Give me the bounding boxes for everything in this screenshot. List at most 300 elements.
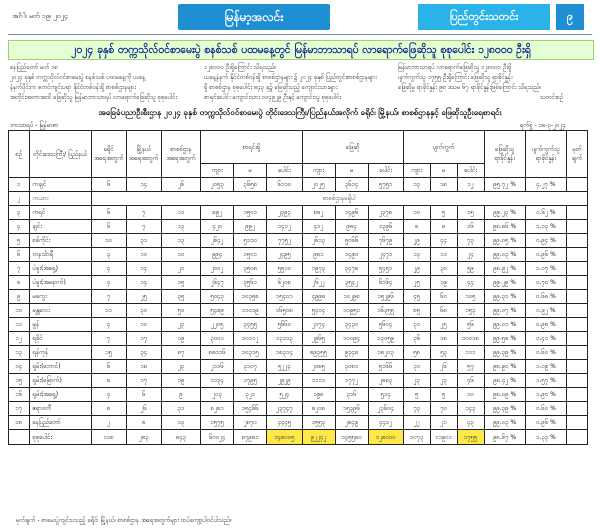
table-cell: ၁၀ bbox=[126, 248, 161, 262]
table-cell: ၄ bbox=[91, 318, 126, 332]
table-cell: ၂၆ bbox=[161, 178, 200, 192]
table-cell: ၁၇၇၂ bbox=[335, 374, 368, 388]
table-row bbox=[9, 192, 588, 206]
row-region-name: မန္တလေး bbox=[29, 304, 91, 318]
row-remark bbox=[567, 234, 588, 248]
row-number: ၁၀ bbox=[9, 304, 30, 318]
total-remark bbox=[567, 430, 588, 445]
total-row bbox=[9, 430, 588, 445]
table-row bbox=[9, 402, 588, 416]
table-cell: ၂၃ bbox=[161, 360, 200, 374]
table-cell: ၇၃ bbox=[403, 402, 430, 416]
table-cell: ၅၂၂၃ bbox=[267, 360, 302, 374]
table-cell: ၂၀၃ bbox=[201, 388, 234, 402]
table-cell: ၁၀ bbox=[161, 248, 200, 262]
table-cell: ၃၄ bbox=[126, 346, 161, 360]
table-cell: ၅၀၆၆ bbox=[335, 234, 368, 248]
article-line: ၁၂၈၀၀၀ ဦးရှိကြောင်း သိရသည်။ bbox=[204, 64, 277, 71]
table-cell: ၂၉ bbox=[403, 234, 430, 248]
table-cell: ၉၈.၄၂ % bbox=[484, 374, 525, 388]
table-cell: ၁၆၅၀၈ bbox=[267, 304, 302, 318]
total-cell: ၁၄၈၀၀၅ bbox=[267, 430, 302, 445]
row-number: ၁၂ bbox=[9, 332, 30, 346]
table-cell: ၃၆၁၄ bbox=[335, 178, 368, 192]
table-cell: ၉၉.၀၁ % bbox=[484, 318, 525, 332]
table-cell: ၁၁ bbox=[430, 248, 457, 262]
table-cell: ၈၉၂ bbox=[201, 206, 234, 220]
total-cell: ၁.၃၃ % bbox=[525, 430, 566, 445]
table-cell: ၇၀ bbox=[430, 402, 457, 416]
row-region-name: တနင်္သာရီ bbox=[29, 248, 91, 262]
table-cell: ၉၃၄၈ bbox=[335, 346, 368, 360]
table-cell: ၁၀၃၁၅ bbox=[234, 346, 267, 360]
table-cell: ၃၄၃၀ bbox=[335, 318, 368, 332]
table-cell: ၆၂၀၈ bbox=[267, 276, 302, 290]
table-cell: ၇၃ bbox=[457, 234, 484, 248]
table-cell: ၅၄၀၄ bbox=[302, 304, 335, 318]
table-cell: ၁၀ bbox=[457, 388, 484, 402]
row-number: ၁၇ bbox=[9, 402, 30, 416]
table-cell: ၅ bbox=[430, 388, 457, 402]
row-region-name: ပဲခူး(အနောက်) bbox=[29, 276, 91, 290]
table-cell: ၉၉.၃၁ % bbox=[484, 290, 525, 304]
table-cell: ၇ bbox=[126, 206, 161, 220]
table-cell: ၄၆ bbox=[457, 374, 484, 388]
header-remark: မှတ် ချက် bbox=[567, 131, 588, 178]
table-cell: ၁၉၇၃ bbox=[302, 262, 335, 276]
row-remark bbox=[567, 220, 588, 234]
table-body bbox=[9, 178, 588, 445]
table-cell: ၉၉၂ bbox=[234, 220, 267, 234]
table-cell: ၁၀၉၅၁ bbox=[335, 304, 368, 318]
table-cell: ၁၅ bbox=[91, 346, 126, 360]
table-cell: ၉ bbox=[161, 388, 200, 402]
table-cell: ၁၅၃၉၆ bbox=[335, 402, 368, 416]
table-cell: ၁၄ bbox=[126, 262, 161, 276]
table-cell: ၂၁ bbox=[430, 416, 457, 430]
table-cell: ၀.၆၈ % bbox=[525, 290, 566, 304]
table-cell: ၁.၉၀ % bbox=[525, 388, 566, 402]
newspaper-brand: မြန်မာ့အလင်း bbox=[178, 4, 330, 30]
table-cell: ၀.၉၂ % bbox=[525, 304, 566, 318]
table-cell: ၅၄၈၉ bbox=[201, 304, 234, 318]
table-cell: ၁၈၃၁၄ bbox=[267, 346, 302, 360]
table-cell: ၄၂၀ bbox=[201, 220, 234, 234]
table-cell: ၉၉.၀၃ % bbox=[484, 248, 525, 262]
header-region: တိုင်းဒေသကြီး/ ပြည်နယ် bbox=[29, 131, 91, 178]
table-cell: ၉၈၁ bbox=[302, 248, 335, 262]
table-cell: ၉၈.၉၂ % bbox=[484, 262, 525, 276]
table-row bbox=[9, 178, 588, 192]
table-cell: ၇ bbox=[126, 220, 161, 234]
table-cell: ၆ bbox=[91, 360, 126, 374]
article-line: နေပြည်တော် မတ် ၁၈ bbox=[10, 64, 59, 71]
table-cell: ၈ bbox=[91, 402, 126, 416]
table-row bbox=[9, 276, 588, 290]
table-cell: ၃၅၄၂ bbox=[335, 276, 368, 290]
table-cell: ၉၉.၀၇ % bbox=[484, 304, 525, 318]
table-cell: ၃၁၆ bbox=[335, 388, 368, 402]
total-label: စုစုပေါင်း bbox=[29, 430, 91, 445]
table-cell: ၁၅၅၃ bbox=[302, 416, 335, 430]
table-cell: ၅၆၀၄ bbox=[368, 318, 403, 332]
table-row bbox=[9, 416, 588, 430]
table-cell: ၂၆၄၂ bbox=[201, 234, 234, 248]
table-cell: ၁.၀၇ % bbox=[525, 262, 566, 276]
table-cell: ၃၅ bbox=[161, 290, 200, 304]
total-cell: ၁၀၇၃ bbox=[403, 430, 430, 445]
table-row bbox=[9, 360, 588, 374]
table-cell: ၈ bbox=[126, 416, 161, 430]
table-row bbox=[9, 318, 588, 332]
table-cell: ၁၀၀၁၈ bbox=[457, 332, 484, 346]
table-cell: ၃၀၀၁ bbox=[201, 332, 234, 346]
total-cell: ၉၈.၆၇ % bbox=[484, 430, 525, 445]
table-cell: ၅၃ bbox=[430, 346, 457, 360]
table-cell: ၁၃ bbox=[161, 416, 200, 430]
table-cell: ၂၄၉၅ bbox=[267, 248, 302, 262]
table-cell: ၅၀၄၃ bbox=[201, 290, 234, 304]
table-cell: ၁.၅၇ % bbox=[525, 374, 566, 388]
row-number: ၁၅ bbox=[9, 374, 30, 388]
table-cell: ၄၁၂ bbox=[302, 220, 335, 234]
table-cell: ၁၉ bbox=[161, 374, 200, 388]
table-cell: ၈ bbox=[430, 220, 457, 234]
table-cell: ၁၀၀၉၄ bbox=[335, 332, 368, 346]
table-cell: ၅၇၅၁ bbox=[368, 178, 403, 192]
total-cell: ၈၇၉၈၁ bbox=[234, 430, 267, 445]
table-row bbox=[9, 220, 588, 234]
table-cell: ၂၉ bbox=[403, 262, 430, 276]
table-cell: ၀.၉၈ % bbox=[525, 318, 566, 332]
table-cell: ၆ bbox=[126, 388, 161, 402]
row-remark bbox=[567, 416, 588, 430]
table-row bbox=[9, 206, 588, 220]
table-cell: ၂၃ bbox=[403, 374, 430, 388]
table-cell: ၄၉၉၈ bbox=[302, 290, 335, 304]
row-remark bbox=[567, 318, 588, 332]
table-cell: ၁၄၉၆ bbox=[335, 206, 368, 220]
table-cell: ၂၅ bbox=[403, 276, 430, 290]
total-cell: ၁၂၈၀၀၀ bbox=[368, 430, 403, 445]
table-cell: ၁၅၄၀၁ bbox=[267, 290, 302, 304]
table-cell: ၁၈၂၀၃ bbox=[368, 346, 403, 360]
table-cell: ၁၅၃ bbox=[457, 304, 484, 318]
total-cell: ၁၁၉၀၁ bbox=[430, 430, 457, 445]
table-cell: ၃၀ bbox=[126, 304, 161, 318]
header-centers: စာစစ်ဌာန အရေအတွက် bbox=[161, 131, 200, 178]
table-cell: ၉၉.၀၃ % bbox=[484, 416, 525, 430]
table-cell: ၂၁ bbox=[161, 262, 200, 276]
table-cell: ၁၅၀၁ bbox=[234, 248, 267, 262]
table-cell: ၁၁၁၁ bbox=[302, 374, 335, 388]
row-remark bbox=[567, 374, 588, 388]
table-cell: ၁၉ bbox=[430, 276, 457, 290]
table-cell: ၁၅ bbox=[457, 206, 484, 220]
table-cell: ၂၀၂၅ bbox=[302, 178, 335, 192]
table-cell: ၅၀ bbox=[161, 304, 200, 318]
header-no: စဉ် bbox=[9, 131, 30, 178]
table-cell: ၃၆ bbox=[403, 332, 430, 346]
table-cell: ၁၉ bbox=[161, 332, 200, 346]
table-cell: ၂၃ bbox=[161, 318, 200, 332]
table-cell: ၀.၉၄ % bbox=[525, 234, 566, 248]
table-cell: ၄ bbox=[91, 388, 126, 402]
results-table bbox=[8, 130, 588, 445]
header-absent-pct: ပျက်ကွက်သူ ရာခိုင်နှုန်း bbox=[525, 131, 566, 178]
table-cell: ၅၄၅၁ bbox=[368, 262, 403, 276]
table-row bbox=[9, 374, 588, 388]
header-boys: ကျား bbox=[201, 164, 234, 178]
table-cell: ၂၄၇၁ bbox=[368, 248, 403, 262]
table-cell: ၈၇ bbox=[161, 346, 200, 360]
table-cell: ၁၄ bbox=[126, 276, 161, 290]
table-cell: ၂၄ bbox=[457, 248, 484, 262]
table-cell: ၁၀ bbox=[91, 234, 126, 248]
table-cell: ၈၉၃၅၅ bbox=[302, 346, 335, 360]
table-cell: ၀.၆၀ % bbox=[525, 402, 566, 416]
table-row bbox=[9, 290, 588, 304]
row-region-name: စစ်ကိုင်း bbox=[29, 234, 91, 248]
table-cell: ၉၈.၈၆ % bbox=[484, 220, 525, 234]
table-cell: ၂၆၂၂ bbox=[302, 276, 335, 290]
table-cell: ၂၃၆၀၄ bbox=[368, 402, 403, 416]
header-total: ပေါင်း bbox=[457, 164, 484, 178]
row-number: ၉ bbox=[9, 290, 30, 304]
subject-label: ဘာသာရပ် - မြန်မာစာ bbox=[10, 122, 59, 129]
row-remark bbox=[567, 360, 588, 374]
row-number: ၁၆ bbox=[9, 388, 30, 402]
table-cell: ၂၃၉၃ bbox=[267, 206, 302, 220]
table-cell: ၁၆၃၅၅ bbox=[368, 304, 403, 318]
table-cell: ၂၉၆၅ bbox=[302, 332, 335, 346]
row-number: ၁၄ bbox=[9, 360, 30, 374]
table-cell: ၄၄၀၂ bbox=[368, 416, 403, 430]
header-boys: ကျား bbox=[302, 164, 335, 178]
table-cell: ၉၈.၀၉ % bbox=[484, 388, 525, 402]
table-cell: ၈ bbox=[91, 374, 126, 388]
row-number: ၂ bbox=[9, 192, 30, 206]
table-cell: ၅ bbox=[430, 206, 457, 220]
table-cell: ၅၁၆၆ bbox=[368, 360, 403, 374]
header-total: ပေါင်း bbox=[368, 164, 403, 178]
table-cell: ၁၃၁၁၃ bbox=[267, 332, 302, 346]
table-cell: ၁၃ bbox=[161, 234, 200, 248]
table-cell: ၇၆၇၉ bbox=[368, 234, 403, 248]
table-cell: ၂၃၇၈ bbox=[368, 206, 403, 220]
row-remark bbox=[567, 402, 588, 416]
table-cell: ၀.၇၀ % bbox=[525, 276, 566, 290]
byline: သတင်းစဉ် bbox=[540, 94, 564, 101]
row-number: ၁၁ bbox=[9, 318, 30, 332]
table-row bbox=[9, 346, 588, 360]
issue-date: အင်္ဂါ၊ မတ် ၁၉၊ ၂၀၂၄ bbox=[12, 12, 68, 20]
table-cell: ၅၁၁၀ bbox=[234, 234, 267, 248]
row-number: ၁၃ bbox=[9, 346, 30, 360]
row-region-name: မွန် bbox=[29, 318, 91, 332]
table-cell: ၄ bbox=[91, 276, 126, 290]
header-boys: ကျား bbox=[403, 164, 430, 178]
article-line: ပျက်ကွက်သူ ၁၇၅၅ ဦးရှိကြောင်း ဖြေဆိုသူ ရာခိုင်နှုန်း bbox=[398, 74, 513, 81]
article-line: ၂၀၂၄ ခုနှစ် တက္ကသိုလ်ဝင်စာမေးပွဲ စနစ်သစ် ပထမနေ့ကို ယနေ့ bbox=[10, 74, 146, 81]
row-region-name: ရခိုင် bbox=[29, 332, 91, 346]
table-cell: ၉၉.၂၉ % bbox=[484, 276, 525, 290]
table-cell: ၃၂၁ bbox=[234, 388, 267, 402]
table-cell: ၁၅ bbox=[161, 276, 200, 290]
table-cell: ၅၁၄ bbox=[368, 388, 403, 402]
table-cell: ၂၈၇၀ bbox=[234, 416, 267, 430]
row-remark bbox=[567, 178, 588, 192]
table-cell: ၂၃ bbox=[430, 374, 457, 388]
masthead bbox=[0, 0, 600, 38]
table-cell: ၉၉.၃၉ % bbox=[484, 402, 525, 416]
table-cell: ၅၅၁၀ bbox=[267, 262, 302, 276]
table-cell: ၅၈ bbox=[403, 346, 430, 360]
table-cell: ၁၁ bbox=[91, 304, 126, 318]
table-cell: ၁၇ bbox=[126, 374, 161, 388]
table-cell: ၁.၀၉ % bbox=[525, 360, 566, 374]
table-row bbox=[9, 248, 588, 262]
table-cell: ၀.၄၁ % bbox=[525, 332, 566, 346]
header-district: ခရိုင် အရေအတွက် bbox=[91, 131, 126, 178]
row-region-name: ရှမ်း(တောင်) bbox=[29, 360, 91, 374]
row-note: စာစစ်ဌာနမရှိပါ bbox=[91, 192, 587, 206]
table-row bbox=[9, 304, 588, 318]
row-number: ၃ bbox=[9, 206, 30, 220]
table-cell: ၃၁ bbox=[403, 360, 430, 374]
article-line: ရှိ စာစစ်ဌာန စုစုပေါင်း ၈၄၃ ခု၌ ဖြေဆိုသည့် ကျောင်းသားများ bbox=[204, 84, 338, 91]
row-number: ၅ bbox=[9, 234, 30, 248]
total-cell: ၁၇၅၅ bbox=[457, 430, 484, 445]
table-cell: ၈၂၈၁ bbox=[201, 402, 234, 416]
table-cell: ၆၀ bbox=[430, 290, 457, 304]
table-cell: ၂၈၈၃ bbox=[368, 374, 403, 388]
table-cell: ၅၆ bbox=[457, 318, 484, 332]
row-number: ၈ bbox=[9, 276, 30, 290]
table-cell: ၅၇ bbox=[457, 360, 484, 374]
row-number: ၄ bbox=[9, 220, 30, 234]
table-cell: ၃၅၀၈ bbox=[234, 262, 267, 276]
table-cell: ၅၂၄ bbox=[267, 388, 302, 402]
table-cell: ၂၁၁၆ bbox=[201, 360, 234, 374]
table-cell: ၁၇၉၅ bbox=[234, 374, 267, 388]
table-cell: ၂၀၀၂ bbox=[201, 262, 234, 276]
table-cell: ၂၅ bbox=[430, 318, 457, 332]
header-girls: မ bbox=[234, 164, 267, 178]
table-cell: ၇ bbox=[91, 290, 126, 304]
row-remark bbox=[567, 290, 588, 304]
table-cell: ၁၅၄၆၆ bbox=[234, 402, 267, 416]
table-cell: ၀.၆၂ % bbox=[525, 206, 566, 220]
row-region-name: ကချင် bbox=[29, 178, 91, 192]
total-cell: ၈၄၃ bbox=[161, 430, 200, 445]
header-total: ပေါင်း bbox=[267, 164, 302, 178]
table-cell: ၄၄ bbox=[430, 234, 457, 248]
table-cell: ၉၉၄ bbox=[201, 248, 234, 262]
table-cell: ၂၆ bbox=[126, 402, 161, 416]
article-line: စာရင်းပေါင်း ကျောင်းသား ၁၀၄၉၂၉ ဦးနှင့် ကျောင်းသူ စုစုပေါင်း bbox=[204, 94, 342, 101]
table-cell: ၁၃ bbox=[161, 220, 200, 234]
table-cell: ၁၁၁ bbox=[457, 346, 484, 360]
header-absent: ပျက်ကွက် bbox=[403, 131, 484, 164]
table-cell: ၁၀၁၁၂ bbox=[234, 332, 267, 346]
table-cell: ၁၈ bbox=[430, 332, 457, 346]
row-remark bbox=[567, 206, 588, 220]
row-region-name: ဧရာဝတီ bbox=[29, 402, 91, 416]
table-cell: ၁၅၇၅ bbox=[201, 416, 234, 430]
table-cell: ၆ bbox=[91, 206, 126, 220]
total-no bbox=[9, 430, 30, 445]
table-cell: ၅၉ bbox=[457, 262, 484, 276]
article-line: ယနေ့နံနက် နိုင်ငံတစ်ဝန်းရှိ စာစစ်ဌာနများ ၌ ၂၀၂၄ ခုနှစ် ပြည်တွင်းစာစစ်ဌာနများ bbox=[204, 74, 377, 81]
table-cell: ၈၈၂ bbox=[302, 206, 335, 220]
table-cell: ၄၃ bbox=[457, 416, 484, 430]
table-cell: ၄၄ bbox=[457, 276, 484, 290]
table-cell: ၁၄၉၀ bbox=[335, 248, 368, 262]
table-cell: ၆ bbox=[91, 220, 126, 234]
table-cell: ၃၅၆၁ bbox=[234, 276, 267, 290]
masthead-divider bbox=[8, 34, 592, 35]
table-cell: ၉၉.၂၃ % bbox=[484, 206, 525, 220]
table-cell: ၃၁ bbox=[161, 402, 200, 416]
table-cell: ၇၇၅၂ bbox=[267, 234, 302, 248]
table-cell: ၁၃ bbox=[403, 178, 430, 192]
table-cell: ၉၉.၀၅ % bbox=[484, 234, 525, 248]
table-cell: ၁၀၂၉၈ bbox=[335, 290, 368, 304]
header-girls: မ bbox=[335, 164, 368, 178]
row-remark bbox=[567, 346, 588, 360]
table-cell: ၁၁၃၄ bbox=[201, 374, 234, 388]
table-cell: ၂၁၇၄ bbox=[302, 318, 335, 332]
table-row bbox=[9, 262, 588, 276]
table-cell: ၂ bbox=[91, 416, 126, 430]
table-cell: ၀.၆၀ % bbox=[525, 346, 566, 360]
article-column-2 bbox=[204, 63, 394, 103]
headline: ၂၀၂၄ ခုနှစ် တက္ကသိုလ်ဝင်စာမေးပွဲ စနစ်သစ် ပထမနေ့တွင် မြန်မာဘာသာရပ် လာရောက်ဖြေဆိုသူ စုစုပေါင်း ၁၂၈၀၀၀ ဦးရှိ bbox=[8, 40, 594, 60]
table-cell: ၈၅ bbox=[403, 304, 430, 318]
row-region-name: ရှမ်း(အရှေ့) bbox=[29, 388, 91, 402]
table-cell: ၇ bbox=[91, 332, 126, 346]
table-cell: ၃၀ bbox=[430, 262, 457, 276]
table-cell: ၉၉.၅၈ % bbox=[484, 332, 525, 346]
table-cell: ၂၂ bbox=[403, 416, 430, 430]
table-cell: ၃၁၀၇ bbox=[234, 360, 267, 374]
row-remark bbox=[567, 332, 588, 346]
table-title: အခြေခံပညာဦးစီးဌာန ၂၀၂၄ ခုနှစ် တက္ကသိုလ်ဝင်စာမေးပွဲ တိုင်းဒေသကြီး/ပြည်နယ်အလိုက် ခရိုင်၊ မြို့နယ်၊ စာစစ်ဌာနနှင့် ဖြေဆိုသူဦးရေစာရင်း bbox=[98, 108, 502, 117]
table-cell: ၄၄၄၅ bbox=[267, 416, 302, 430]
table-cell: ၃ bbox=[91, 248, 126, 262]
table-row bbox=[9, 388, 588, 402]
table-cell: ၃၀၈၁ bbox=[335, 360, 368, 374]
table-cell: ၂၀၈၅ bbox=[302, 360, 335, 374]
table-cell: ၁၄၁၂ bbox=[267, 220, 302, 234]
table-cell: ၆၈ bbox=[430, 304, 457, 318]
table-cell: ၁၀၃၅၈ bbox=[234, 290, 267, 304]
total-cell: ၁၄၅၅၈၀ bbox=[335, 430, 368, 445]
row-remark bbox=[567, 248, 588, 262]
footnote: မှတ်ချက် - စာမေးပွဲကျင်းပသည့် ခရိုင်၊ မြို့နယ်၊ စာစစ်ဌာန အရေအတွက်များ ထပ်ကျော့ပါဝင်ပါသည်။ bbox=[16, 517, 232, 524]
row-region-name: ကရင် bbox=[29, 206, 91, 220]
row-number: ၇ bbox=[9, 262, 30, 276]
table-cell: ၄ bbox=[91, 262, 126, 276]
table-cell: ၉၅.၇၂ % bbox=[484, 178, 525, 192]
table-cell: ၂၉၂၉ bbox=[267, 374, 302, 388]
table-cell: ၂၂၀၅ bbox=[201, 318, 234, 332]
table-cell: ၁၇ bbox=[126, 332, 161, 346]
table-cell: ၁၈ bbox=[430, 178, 457, 192]
table-cell: ၂၀၅၃ bbox=[201, 178, 234, 192]
table-cell: ၁၀၅ bbox=[457, 290, 484, 304]
